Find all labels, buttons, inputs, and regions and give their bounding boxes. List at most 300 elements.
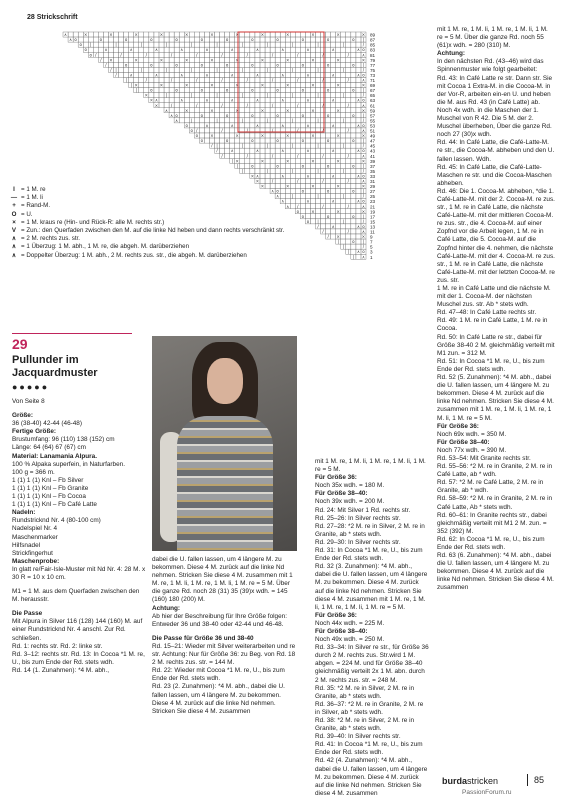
paragraph: Länge: 64 (64) 67 (67) cm <box>12 444 86 452</box>
chart-symbol: / <box>221 153 223 159</box>
chart-cell <box>351 52 356 57</box>
chart-symbol: / <box>362 143 365 149</box>
chart-symbol: × <box>109 32 113 38</box>
chart-cell <box>235 42 240 47</box>
chart-symbol: o <box>326 213 330 219</box>
chart-symbol: | <box>241 67 243 73</box>
paragraph: Rd. 45: In Café Latte, die Café-Latte-Maschen re str. und die Cocoa-Maschen abheben. <box>437 163 552 187</box>
chart-symbol: o <box>251 138 254 144</box>
paragraph: Rd. 29–30: In Silver rechts str. <box>315 538 401 546</box>
chart-cell <box>159 98 164 103</box>
chart-cell <box>270 108 275 113</box>
chart-cell <box>235 93 240 98</box>
chart-cell <box>316 52 321 57</box>
chart-cell <box>225 42 230 47</box>
chart-cell <box>295 88 300 93</box>
chart-symbol: / <box>297 102 299 108</box>
chart-cell <box>300 93 305 98</box>
chart-symbol: × <box>336 82 340 88</box>
chart-cell <box>310 113 315 118</box>
chart-symbol: × <box>286 32 290 38</box>
chart-row-label: 61 <box>370 103 376 109</box>
chart-symbol: o <box>301 138 305 144</box>
chart-cell <box>290 83 295 88</box>
chart-symbol: × <box>134 82 138 88</box>
chart-cell <box>331 62 336 67</box>
chart-cell <box>169 37 174 42</box>
chart-symbol: | <box>292 42 294 48</box>
chart-cell <box>139 72 144 77</box>
chart-cell <box>356 209 361 214</box>
chart-cell <box>285 138 290 143</box>
chart-cell <box>174 103 179 108</box>
chart-cell <box>209 47 214 52</box>
chart-row-label: 7 <box>370 239 373 245</box>
chart-cell <box>240 98 245 103</box>
chart-cell <box>331 229 336 234</box>
chart-cell <box>275 93 280 98</box>
chart-symbol: × <box>260 57 265 63</box>
chart-cell <box>305 178 310 183</box>
chart-cell <box>245 67 250 72</box>
chart-cell <box>346 88 351 93</box>
chart-cell <box>265 133 270 138</box>
chart-cell <box>346 57 351 62</box>
chart-symbol: ∧ <box>255 122 259 128</box>
chart-cell <box>346 168 351 173</box>
chart-cell <box>154 83 159 88</box>
chart-cell <box>270 93 275 98</box>
chart-symbol: × <box>235 57 239 63</box>
chart-cell <box>336 224 341 229</box>
chart-cell <box>235 72 240 77</box>
paragraph: Für Größe 36: <box>315 611 357 619</box>
chart-cell <box>280 83 285 88</box>
chart-cell <box>144 67 149 72</box>
chart-cell <box>134 62 139 67</box>
chart-symbol: / <box>196 128 198 133</box>
chart-symbol: / <box>347 178 350 184</box>
paragraph: Rd. 53–54: Mit Granite rechts str. <box>437 454 531 462</box>
chart-cell <box>250 52 255 57</box>
chart-symbol: / <box>246 128 249 133</box>
chart-cell <box>215 103 220 108</box>
chart-symbol: × <box>260 183 265 189</box>
chart-symbol: ∧ <box>356 249 360 255</box>
chart-cell <box>356 153 361 158</box>
chart-symbol: ∧ <box>356 47 360 53</box>
chart-symbol: × <box>311 82 315 88</box>
chart-symbol: ∧ <box>306 47 310 53</box>
chart-symbol: / <box>322 153 324 159</box>
chart-symbol: o <box>306 218 310 224</box>
chart-symbol: × <box>235 32 239 38</box>
chart-cell <box>305 153 310 158</box>
chart-symbol: | <box>292 193 294 199</box>
chart-cell <box>295 62 300 67</box>
chart-cell <box>346 83 351 88</box>
chart-cell <box>356 254 361 259</box>
chart-cell <box>225 98 230 103</box>
chart-cell <box>285 67 290 72</box>
chart-cell <box>184 62 189 67</box>
paragraph: Für Größe 38–40: <box>315 627 368 635</box>
chart-symbol: o <box>175 87 178 93</box>
chart-symbol: × <box>260 32 265 38</box>
paragraph: Für Größe 36: <box>315 474 357 482</box>
chart-symbol: ∧ <box>306 148 310 154</box>
chart-cell <box>164 47 169 52</box>
chart-cell <box>346 108 351 113</box>
chart-symbol: × <box>260 82 265 88</box>
chart-cell <box>356 184 361 189</box>
chart-cell <box>341 123 346 128</box>
chart-cell <box>351 47 356 52</box>
chart-cell <box>356 234 361 239</box>
chart-symbol: × <box>84 32 88 38</box>
chart-cell <box>295 32 300 37</box>
chart-cell <box>331 52 336 57</box>
chart-cell <box>336 148 341 153</box>
chart-cell <box>225 47 230 52</box>
chart-cell <box>310 42 315 47</box>
chart-cell <box>280 57 285 62</box>
chart-cell <box>275 98 280 103</box>
chart-cell <box>275 123 280 128</box>
chart-cell <box>265 148 270 153</box>
chart-cell <box>230 113 235 118</box>
chart-cell <box>204 108 209 113</box>
chart-symbol: / <box>347 77 350 83</box>
chart-cell <box>285 93 290 98</box>
chart-cell <box>341 57 346 62</box>
legend-text: = 1 M. re <box>21 186 46 193</box>
chart-row-label: 69 <box>370 83 376 89</box>
chart-symbol: ∧ <box>205 97 209 103</box>
paragraph: Noch 77x wdh. = 390 M. <box>437 446 507 454</box>
chart-cell <box>351 178 356 183</box>
legend-row <box>7 183 307 194</box>
chart-cell <box>346 37 351 42</box>
chart-symbol: ∧ <box>230 97 234 103</box>
chart-cell <box>341 72 346 77</box>
chart-cell <box>194 67 199 72</box>
chart-cell <box>341 229 346 234</box>
chart-cell <box>98 42 103 47</box>
chart-cell <box>285 143 290 148</box>
chart-symbol: o <box>195 133 199 139</box>
chart-row-label: 15 <box>370 219 376 225</box>
chart-cell <box>265 173 270 178</box>
chart-row-label: 73 <box>370 72 376 78</box>
chart-cell <box>255 113 260 118</box>
chart-cell <box>321 133 326 138</box>
chart-cell <box>189 108 194 113</box>
chart-cell <box>159 72 164 77</box>
chart-cell <box>285 118 290 123</box>
chart-cell <box>240 77 245 82</box>
chart-cell <box>265 47 270 52</box>
chart-symbol: × <box>185 107 189 113</box>
chart-cell <box>321 32 326 37</box>
chart-symbol: | <box>191 92 193 98</box>
chart-cell <box>204 32 209 37</box>
chart-cell <box>149 47 154 52</box>
chart-row-label: 47 <box>370 138 376 144</box>
chart-cell <box>285 72 290 77</box>
paragraph: In den nächsten Rd. (43–46) wird das Spinnenmuster wie folgt gearbeitet: <box>437 58 544 74</box>
chart-symbol: o <box>251 62 254 68</box>
chart-cell <box>346 219 351 224</box>
chart-cell <box>310 189 315 194</box>
chart-symbol: × <box>361 107 366 113</box>
chart-symbol: o <box>124 37 128 43</box>
chart-symbol: / <box>170 77 173 83</box>
chart-cell <box>220 42 225 47</box>
paragraph: Für Größe 36: <box>437 422 479 430</box>
chart-cell <box>280 158 285 163</box>
chart-cell <box>250 47 255 52</box>
chart-cell <box>240 133 245 138</box>
chart-cell <box>316 173 321 178</box>
chart-cell <box>108 47 113 52</box>
chart-symbol: ∧ <box>362 254 365 260</box>
chart-symbol: ∧ <box>331 173 335 179</box>
chart-symbol: × <box>361 57 366 63</box>
chart-symbol: o <box>89 52 93 58</box>
chart-cell <box>300 42 305 47</box>
chart-cell <box>305 83 310 88</box>
chart-row-label: 43 <box>370 148 376 154</box>
paragraph: 1 (1) 1 (1) Knl – Fb Silver <box>12 476 84 484</box>
text-column-4 <box>437 26 555 593</box>
chart-symbol: × <box>286 82 290 88</box>
paragraph: 1 (1) 1 (1) Knl – Fb Granite <box>12 484 89 492</box>
chart-cell <box>280 77 285 82</box>
chart-symbol: o <box>225 138 229 144</box>
chart-cell <box>265 108 270 113</box>
chart-cell <box>341 199 346 204</box>
chart-cell <box>336 113 341 118</box>
chart-cell <box>245 42 250 47</box>
chart-symbol: × <box>336 183 340 189</box>
chart-cell <box>275 47 280 52</box>
chart-symbol: / <box>196 102 198 108</box>
chart-cell <box>285 88 290 93</box>
chart-cell <box>240 153 245 158</box>
legend-symbol: ∧ <box>11 251 17 259</box>
paragraph: Die Passe <box>12 610 43 618</box>
chart-cell <box>139 32 144 37</box>
chart-symbol: ∧ <box>306 72 310 78</box>
chart-cell <box>280 153 285 158</box>
chart-cell <box>265 98 270 103</box>
chart-cell <box>305 77 310 82</box>
chart-symbol: ∧ <box>230 122 234 128</box>
chart-cell <box>134 42 139 47</box>
chart-symbol: | <box>317 92 319 98</box>
chart-cell <box>321 219 326 224</box>
chart-cell <box>154 37 159 42</box>
chart-cell <box>326 143 331 148</box>
chart-symbol: ∧ <box>180 72 184 78</box>
chart-symbol: / <box>322 229 324 234</box>
chart-cell <box>225 118 230 123</box>
chart-cell <box>346 133 351 138</box>
chart-cell <box>280 163 285 168</box>
chart-cell <box>326 118 331 123</box>
paragraph: Rd. 47–48: In Café Latte rechts str. <box>437 309 537 317</box>
paragraph: Maschenprobe: <box>12 557 60 565</box>
chart-symbol: / <box>317 223 319 229</box>
chart-cell <box>240 103 245 108</box>
chart-cell <box>189 98 194 103</box>
chart-cell <box>134 72 139 77</box>
chart-symbol: / <box>95 52 97 58</box>
chart-symbol: o <box>362 173 365 179</box>
chart-symbol: o <box>362 72 365 78</box>
paragraph: Rd. 27–28: *2 M. re in Silver, 2 M. re in Granite, ab * stets wdh. <box>315 522 425 538</box>
chart-symbol: ∧ <box>331 223 335 229</box>
chart-symbol: | <box>266 168 269 174</box>
chart-cell <box>220 32 225 37</box>
chart-cell <box>321 118 326 123</box>
chart-cell <box>230 77 235 82</box>
chart-cell <box>245 108 250 113</box>
chart-cell <box>265 123 270 128</box>
chart-cell <box>199 52 204 57</box>
chart-cell <box>209 118 214 123</box>
chart-cell <box>179 103 184 108</box>
chart-cell <box>164 77 169 82</box>
chart-cell <box>179 83 184 88</box>
chart-cell <box>321 209 326 214</box>
chart-cell <box>275 153 280 158</box>
chart-symbol: | <box>342 117 344 123</box>
chart-cell <box>270 88 275 93</box>
chart-cell <box>341 209 346 214</box>
chart-cell <box>83 37 88 42</box>
chart-cell <box>290 148 295 153</box>
chart-cell <box>336 67 341 72</box>
chart-symbol: ∧ <box>356 97 360 103</box>
legend-row <box>7 227 307 235</box>
chart-cell <box>295 83 300 88</box>
chart-cell <box>305 113 310 118</box>
chart-cell <box>199 98 204 103</box>
chart-cell <box>265 32 270 37</box>
chart-symbol: / <box>170 102 173 108</box>
chart-symbol: ∧ <box>356 198 360 204</box>
chart-symbol: | <box>241 143 243 149</box>
chart-symbol: o <box>251 112 254 118</box>
chart-symbol: ∧ <box>306 173 310 179</box>
chart-symbol: ∧ <box>175 117 179 123</box>
chart-symbol: ∧ <box>281 173 285 179</box>
chart-symbol: / <box>362 67 365 73</box>
chart-symbol: × <box>311 158 315 164</box>
chart-cell <box>310 93 315 98</box>
chart-symbol: × <box>286 183 290 189</box>
chart-cell <box>240 57 245 62</box>
chart-symbol: | <box>317 193 319 199</box>
chart-cell <box>240 32 245 37</box>
chart-cell <box>215 57 220 62</box>
chart-cell <box>194 57 199 62</box>
chart-cell <box>174 42 179 47</box>
chart-cell <box>215 77 220 82</box>
chart-cell <box>144 62 149 67</box>
chart-cell <box>316 184 321 189</box>
chart-cell <box>356 138 361 143</box>
chart-symbol: o <box>352 188 355 194</box>
chart-cell <box>215 32 220 37</box>
chart-cell <box>255 57 260 62</box>
chart-symbol: ∧ <box>306 198 310 204</box>
chart-cell <box>189 72 194 77</box>
chart-cell <box>159 37 164 42</box>
chart-cell <box>119 57 124 62</box>
chart-symbol: | <box>266 67 269 73</box>
chart-cell <box>139 52 144 57</box>
chart-symbol: × <box>210 57 214 63</box>
chart-symbol: ∧ <box>281 148 285 154</box>
chart-cell <box>331 37 336 42</box>
chart-symbol: ∧ <box>281 47 285 53</box>
chart-cell <box>144 42 149 47</box>
chart-cell <box>189 57 194 62</box>
chart-cell <box>255 163 260 168</box>
chart-cell <box>336 118 341 123</box>
chart-symbol: | <box>362 138 365 144</box>
chart-cell <box>300 72 305 77</box>
chart-cell <box>199 103 204 108</box>
chart-cell <box>280 138 285 143</box>
section-divider <box>12 333 132 334</box>
chart-row-label: 71 <box>370 78 376 83</box>
chart-cell <box>310 37 315 42</box>
chart-cell <box>351 194 356 199</box>
chart-symbol: o <box>362 249 365 255</box>
chart-cell <box>331 133 336 138</box>
chart-cell <box>341 47 346 52</box>
chart-symbol: ∧ <box>331 122 335 128</box>
chart-cell <box>204 113 209 118</box>
chart-cell <box>356 77 361 82</box>
chart-cell <box>341 133 346 138</box>
chart-cell <box>230 138 235 143</box>
chart-cell <box>184 67 189 72</box>
legend-text: = Zun.: den Querfaden zwischen den M. auf die linke Nd heben und dann rechts verschränkt str. <box>21 227 285 235</box>
chart-row-label: 53 <box>370 123 376 129</box>
chart-cell <box>260 123 265 128</box>
chart-symbol: × <box>255 178 260 184</box>
chart-cell <box>341 158 346 163</box>
chart-cell <box>316 98 321 103</box>
chart-cell <box>310 138 315 143</box>
chart-cell <box>351 143 356 148</box>
chart-cell <box>310 118 315 123</box>
chart-cell <box>300 178 305 183</box>
chart-cell <box>225 143 230 148</box>
legend-symbol: V <box>11 227 17 235</box>
chart-symbol: ∧ <box>331 97 335 103</box>
chart-cell <box>189 83 194 88</box>
chart-symbol: | <box>130 82 132 88</box>
chart-symbol: o <box>326 163 330 169</box>
chart-symbol: o <box>276 188 279 194</box>
chart-cell <box>114 47 119 52</box>
